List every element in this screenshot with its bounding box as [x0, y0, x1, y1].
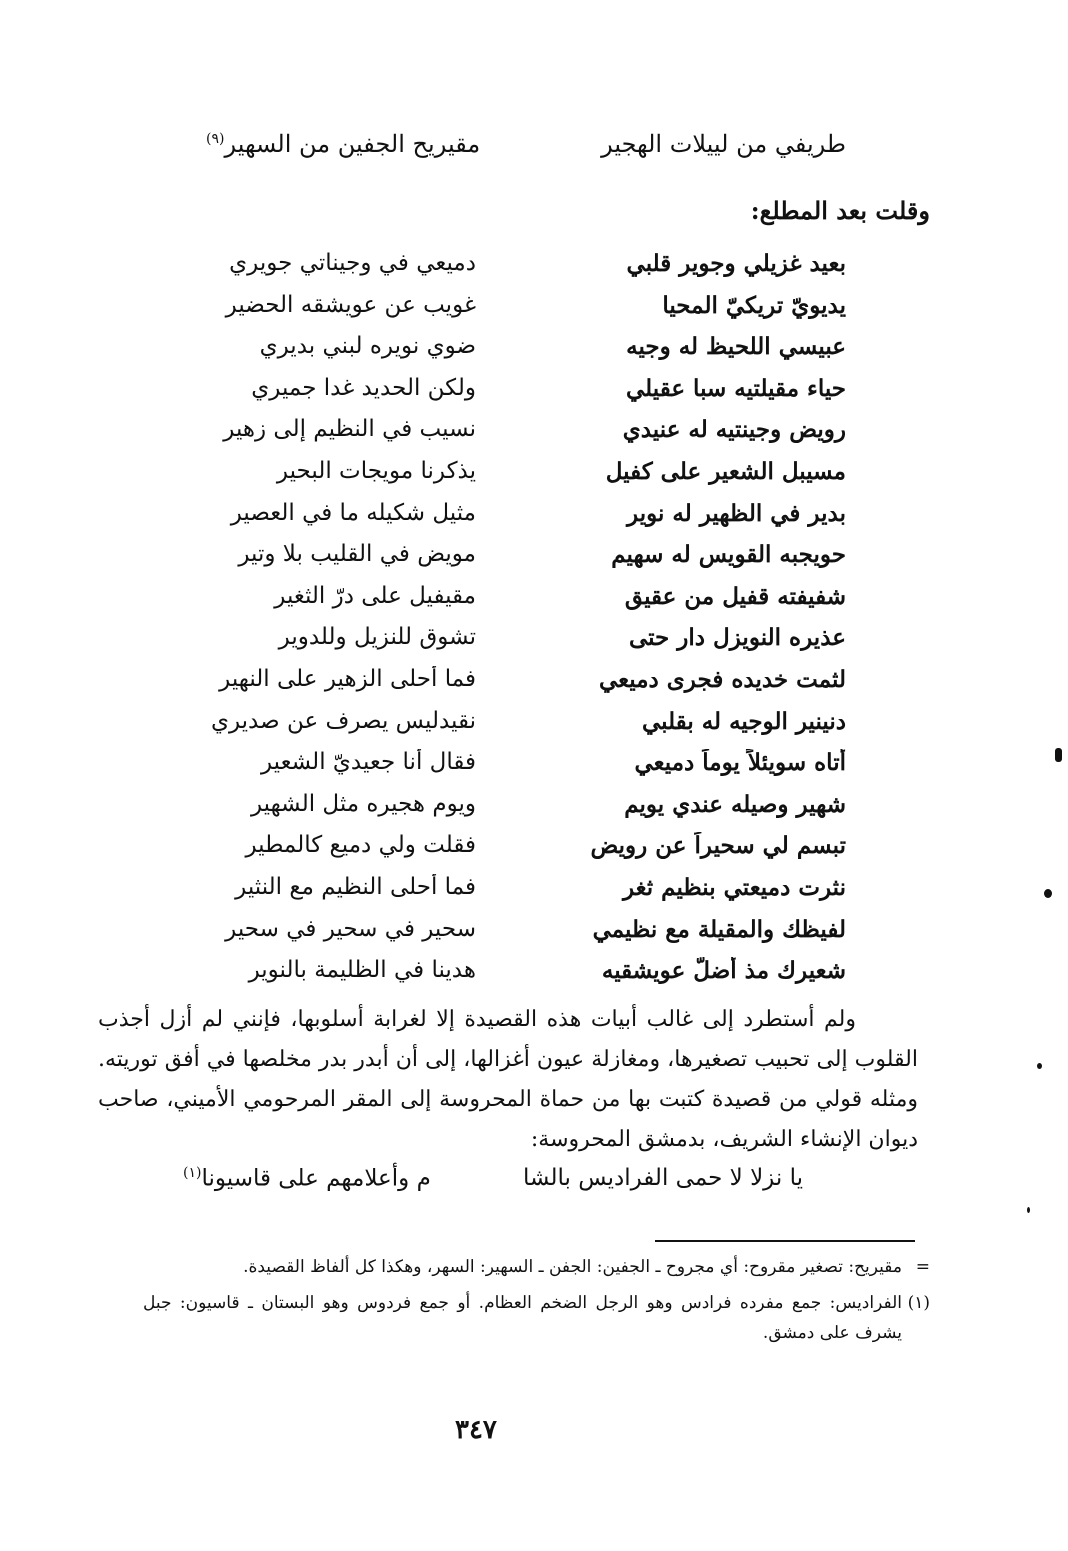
- first-hemistich: مسيبل الشعير على كفيل: [605, 457, 846, 485]
- verse: [206, 375, 846, 417]
- first-hemistich: حياء مقيلتيه سبا عقيلي: [625, 374, 846, 402]
- opening-second-text: مقيريح الجفين من السهير: [224, 130, 481, 158]
- first-hemistich: رويض وجينتيه له عنيدي: [622, 416, 846, 444]
- verse: [206, 458, 846, 500]
- footnote-text: الفراديس: جمع مفرده فرادس وهو الرجل الضخم العظام. أو جمع فردوس وهو البستان ـ قاسيون: جبل يشرف على دمشق.: [143, 1293, 902, 1343]
- second-hemistich: فقلت ولي دميع كالمطير: [245, 832, 476, 859]
- second-hemistich: ولكن الحديد غدا جميري: [251, 374, 476, 401]
- verse: [206, 832, 846, 874]
- first-hemistich: تبسم لي سحيراً عن رويض: [590, 832, 846, 860]
- quoted-second-hemistich: [183, 1165, 431, 1192]
- first-hemistich: نثرت دميعتي بنظيم ثغر: [622, 873, 846, 901]
- scan-speck: [1027, 1207, 1030, 1213]
- verse: [206, 416, 846, 458]
- footnote-ref-1: (١): [183, 1165, 202, 1181]
- second-hemistich: مويض في القليب بلا وتير: [238, 541, 476, 568]
- quoted-verse: [183, 1165, 803, 1205]
- second-hemistich: مثيل شكيله ما في العصير: [230, 499, 476, 526]
- verse: [206, 624, 846, 666]
- first-hemistich: عذيره النويزل دار حتى: [628, 624, 846, 652]
- first-hemistich: شعيرك مذ أضلّ عويشقيه: [601, 957, 846, 985]
- intro-line: وقلت بعد المطلع:: [750, 196, 930, 225]
- second-hemistich: نقيدليس يصرف عن صديري: [210, 707, 476, 734]
- opening-second-hemistich: [206, 130, 480, 158]
- first-hemistich: يديويّ تريكيّ المحيا: [662, 291, 846, 319]
- first-hemistich: عبيسي اللحيظ له وجيه: [626, 333, 846, 361]
- first-hemistich: بعيد غزيلي وجوير قلبي: [626, 250, 846, 277]
- first-hemistich: شهير وصيله عندي يويم: [624, 790, 846, 818]
- second-hemistich: تشوق للنزيل وللدوير: [278, 624, 476, 651]
- footnote: [143, 1252, 928, 1282]
- verse: [206, 874, 846, 916]
- footnote-separator: [655, 1240, 915, 1242]
- scan-speck: [1055, 748, 1062, 762]
- scan-speck: [1037, 1063, 1042, 1069]
- verse: [206, 292, 846, 334]
- second-hemistich: ضوي نويره لبني بديري: [259, 333, 476, 360]
- footnotes: [143, 1252, 928, 1354]
- second-hemistich: فما أحلى الزهير على النهير: [219, 665, 476, 692]
- verse: [206, 749, 846, 791]
- page-number: ٣٤٧: [455, 1415, 497, 1445]
- first-hemistich: حويجبه القويس له سهيم: [611, 541, 846, 569]
- first-hemistich: شفيفته قفيل من عقيق: [624, 582, 846, 610]
- second-hemistich: نسيب في النظيم إلى زهير: [223, 416, 476, 443]
- second-hemistich: سحير في سحير في سحير: [225, 915, 476, 942]
- verse: [206, 250, 846, 292]
- verse: [206, 791, 846, 833]
- second-hemistich: فقال أنا جعيديّ الشعير: [260, 749, 476, 776]
- first-hemistich: دنينير الوجيه له بقلبي: [641, 707, 846, 735]
- footnote-mark: (١): [907, 1293, 930, 1313]
- footnote-ref-9: (٩): [206, 131, 225, 147]
- second-hemistich: غويب عن عويشقه الحضير: [225, 291, 476, 318]
- second-hemistich: دميعي في وجيناتي جويري: [229, 250, 476, 276]
- verse: [206, 333, 846, 375]
- prose-text: ولم أستطرد إلى غالب أبيات هذه القصيدة إلا لغرابة أسلوبها، فإنني لم أزل أجذب القلوب إلى تحبيب تصغيرها، ومغازلة عيون أغزالها، إلى أن أبدر بدر مخلصها في أفق توريته. ومثله قولي من قصيدة كتبت بها من حماة المحروسة إلى المقر المرحومي الأميني، صاحب ديوان الإنشاء الشريف، بدمشق المحروسة:: [98, 1007, 918, 1152]
- verse: [206, 500, 846, 542]
- footnote: [143, 1288, 928, 1348]
- footnote-mark: =: [915, 1257, 930, 1277]
- second-hemistich: ويوم هجيره مثل الشهير: [250, 790, 476, 817]
- poem: [206, 250, 846, 999]
- second-hemistich: مقيفيل على درّ الثغير: [274, 582, 476, 609]
- second-hemistich: يذكرنا مويجات البحير: [276, 457, 476, 484]
- verse: [206, 541, 846, 583]
- first-hemistich: لفيظك والمقيلة مع نظيمي: [592, 915, 846, 943]
- second-hemistich: فما أحلى النظيم مع النثير: [235, 873, 476, 900]
- first-hemistich: بدير في الظهير له نوير: [627, 499, 846, 527]
- footnote-text: مقيريح: تصغير مقروح: أي مجروح ـ الجفين: الجفن ـ السهير: السهر، وهكذا كل ألفاظ القصيدة.: [243, 1257, 902, 1277]
- quoted-first-hemistich: يا نزلا لا حمى الفراديس بالشا: [523, 1165, 803, 1191]
- quoted-second-text: م وأعلامهم على قاسيونا: [201, 1165, 431, 1192]
- verse: [206, 666, 846, 708]
- verse: [206, 708, 846, 750]
- opening-first-hemistich: طريفي من لييلات الهجير: [601, 130, 846, 158]
- verse: [206, 583, 846, 625]
- second-hemistich: هدينا في الظليمة بالنوير: [248, 957, 476, 984]
- verse: [206, 957, 846, 999]
- scan-speck: [1044, 889, 1052, 898]
- prose-paragraph: [98, 1000, 918, 1160]
- opening-verse: [206, 130, 846, 180]
- first-hemistich: أتاه سويئلاً يوماً دميعي: [634, 749, 846, 777]
- verse: [206, 916, 846, 958]
- first-hemistich: لثمت خديده فجرى دميعي: [599, 665, 846, 693]
